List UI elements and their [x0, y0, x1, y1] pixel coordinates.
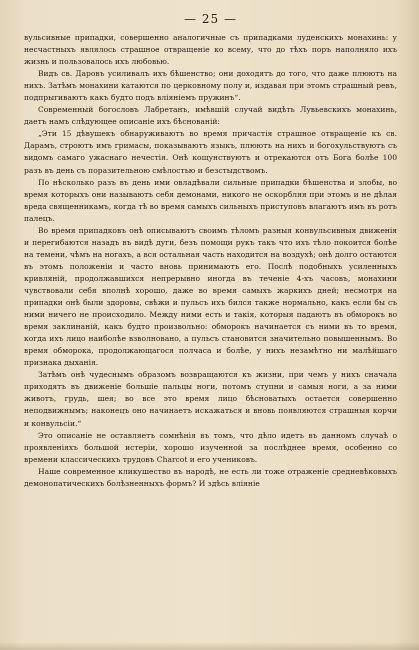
paragraph: Затѣмъ онѣ чудеснымъ образомъ возвращаются къ жизни, при чемъ у нихъ сначала приходятъ въ движеніе большіе пальцы ноги, потомъ ступни и самыя ноги, а за ними животъ, грудь, шея; во все это время лицо бѣсноватыхъ остается совершенно неподвижнымъ; наконецъ оно начинаетъ искажаться и вновь появляются страшныя корчи и конвульсіи.“	[24, 370, 397, 428]
paragraph: Во время припадковъ онѣ описываютъ своимъ тѣломъ разныя конвульсивныя движенія и перегибаются назадъ въ видѣ дуги, безъ помощи рукъ такъ что ихъ тѣло покоится болѣе на темени, чѣмъ на ногахъ, а вся остальная часть находится на воздухѣ; онѣ долго остаются въ этомъ положеніи и часто вновь принимаютъ его. Послѣ подобныхъ усиленныхъ кривляній, продолжавшихся непрерывно иногда въ теченіе 4-хъ часовъ, монахини чувствовали себя вполнѣ хорошо, даже во время самыхъ жаркихъ дней; несмотря на припадки онѣ были здоровы, свѣжи и пульсъ ихъ бился также нормально, какъ если бы съ ними ничего не происходило. Между ними есть и такія, которыя падаютъ въ обморокъ во время заклинаній, какъ будто произвольно: обморокъ начинается съ ними въ то время, когда ихъ лицо наиболѣе взволновано, а пульсъ становится значительно повышеннымъ. Во время обморока, продолжающагося полчаса и болѣе, у нихъ незамѣтно ни малѣйшаго признака дыханія.	[24, 225, 397, 368]
paragraph: Наше современное кликушество въ народѣ, не есть ли тоже отраженіе средневѣковыхъ демонопатическихъ болѣзненныхъ формъ? И здѣсь вліяніе	[24, 466, 397, 488]
paragraph: Современный богословъ Лабретанъ, имѣвшій случай видѣть Лувьевскихъ монахинь, даетъ намъ слѣдующее описаніе ихъ бѣснованій:	[24, 105, 397, 127]
page-edge-shadow	[0, 642, 419, 650]
paragraph: „Эти 15 дѣвушекъ обнаруживаютъ во время причастія страшное отвращеніе къ св. Дарамъ, строютъ имъ гримасы, показываютъ языкъ, плюютъ на нихъ и богохульствуютъ съ видомъ самаго ужаснаго нечестія. Онѣ кощунствуютъ и отрекаются отъ Бога болѣе 100 разъ въ день съ поразительною смѣлостью и безстыдствомъ.	[24, 129, 397, 175]
body-text	[24, 32, 397, 490]
paragraph: Это описаніе не оставляетъ сомнѣнія въ томъ, что дѣло идетъ въ данномъ случаѣ о проявленіяхъ большой истеріи, хорошо изученной за послѣднее время, особенно со времени классическихъ трудовъ Charcot и его учениковъ.	[24, 430, 397, 464]
paragraph: вульсивные припадки, совершенно аналогичные съ припадками луденскихъ монахинь: у несчастныхъ являлось страшное отвращеніе ко всему, что до тѣхъ поръ наполняло ихъ жизнь и пользовалось ихъ любовью.	[24, 33, 397, 67]
paragraph: По нѣсколько разъ въ день ими овладѣвали сильные припадки бѣшенства и злобы, во время которыхъ они называютъ себя демонами, никого не оскорбляя при этомъ и не дѣлая вреда священникамъ, когда тѣ во время самыхъ сильныхъ приступовъ влагаютъ имъ въ ротъ палецъ.	[24, 177, 397, 223]
page-number: — 25 —	[184, 12, 237, 26]
paragraph: Видъ св. Даровъ усиливалъ ихъ бѣшенство; они доходятъ до того, что даже плюютъ на нихъ. Затѣмъ монахини катаются по церковному полу и, издавая при этомъ страшный ревъ, подпрыгиваютъ какъ будто подъ вліяніемъ пружинъ“.	[24, 69, 397, 103]
